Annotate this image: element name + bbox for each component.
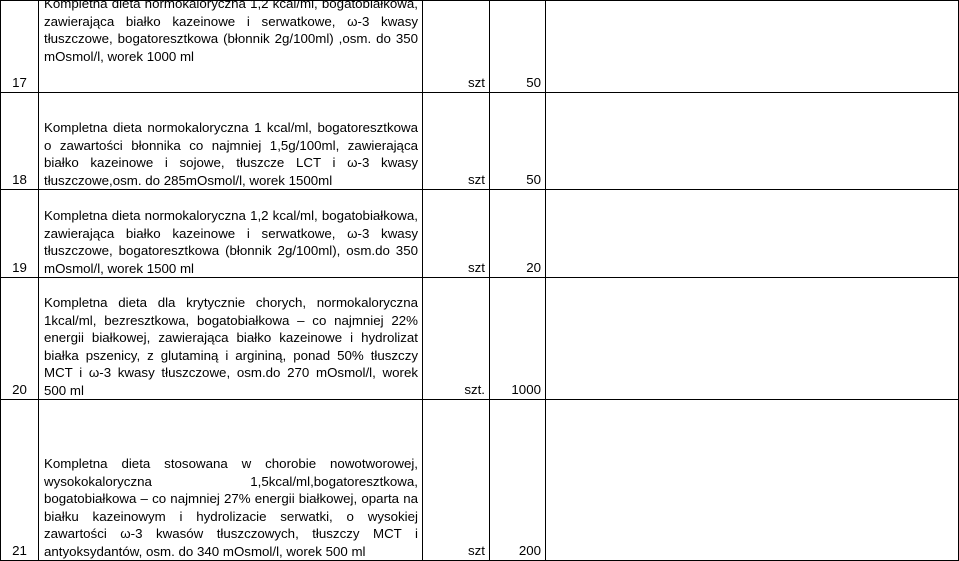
row-empty-cell — [546, 1, 959, 93]
row-empty-cell — [546, 400, 959, 561]
row-number: 18 — [1, 93, 39, 190]
table-row — [1, 1, 959, 93]
row-number: 17 — [1, 1, 39, 93]
row-description: Kompletna dieta normokaloryczna 1,2 kcal/ml, bogatobiałkowa, zawierająca białko kazeinowe i serwatkowe, ω-3 kwasy tłuszczowe, bogatoresztkowa (błonnik 2g/100ml), osm.do 350 mOsmol/l, worek 1500 ml — [39, 190, 423, 278]
row-description — [39, 1, 423, 93]
row-number: 19 — [1, 190, 39, 278]
row-empty-cell — [546, 190, 959, 278]
row-unit: szt — [423, 1, 490, 93]
row-number: 20 — [1, 278, 39, 400]
table-row — [1, 400, 959, 561]
table-row — [1, 93, 959, 190]
row-description: Kompletna dieta stosowana w chorobie nowotworowej, wysokokaloryczna 1,5kcal/ml,bogatoresztkowa, bogatobiałkowa – co najmniej 27% energii białkowej, oparta na białku kazeinowym i hydrolizacie serwatki, o wysokiej zawartości ω-3 kwasów tłuszczowych, tłuszczy MCT i antyoksydantów, osm. do 340 mOsmol/l, worek 500 ml — [39, 400, 423, 561]
row-empty-cell — [546, 278, 959, 400]
description-text: Kompletna dieta normokaloryczna 1,2 kcal/ml, bogatobiałkowa, zawierająca białko kazeinowe i serwatkowe, ω-3 kwasy tłuszczowe, bogatoresztkowa (błonnik 2g/100ml) ,osm. do 350 mOsmol/l, worek 1000 ml — [44, 0, 418, 64]
row-unit: szt — [423, 93, 490, 190]
row-unit: szt — [423, 190, 490, 278]
row-quantity: 20 — [490, 190, 546, 278]
table-row — [1, 190, 959, 278]
row-quantity: 1000 — [490, 278, 546, 400]
row-empty-cell — [546, 93, 959, 190]
row-description: Kompletna dieta normokaloryczna 1 kcal/ml, bogatoresztkowa o zawartości błonnika co najmniej 1,5g/100ml, zawierająca białko kazeinowe i sojowe, tłuszcze LCT i ω-3 kwasy tłuszczowe,osm. do 285mOsmol/l, worek 1500ml — [39, 93, 423, 190]
row-quantity: 50 — [490, 93, 546, 190]
row-description: Kompletna dieta dla krytycznie chorych, normokaloryczna 1kcal/ml, bezresztkowa, bogatobiałkowa – co najmniej 22% energii białkowej, zawierająca białko kazeinowe i hydrolizat białka pszenicy, z glutaminą i argininą, ponad 50% tłuszczy MCT i ω-3 kwasy tłuszczowe, osm.do 270 mOsmol/l, worek 500 ml — [39, 278, 423, 400]
table-row — [1, 278, 959, 400]
row-unit: szt. — [423, 278, 490, 400]
row-quantity: 50 — [490, 1, 546, 93]
row-quantity: 200 — [490, 400, 546, 561]
row-unit: szt — [423, 400, 490, 561]
row-number: 21 — [1, 400, 39, 561]
